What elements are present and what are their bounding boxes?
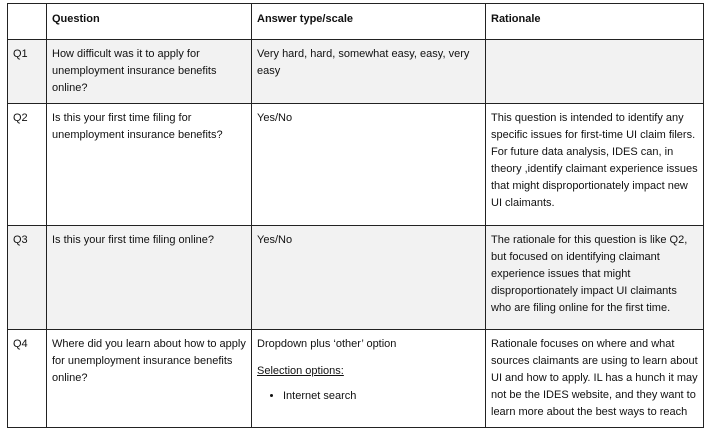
row-question: Where did you learn about how to apply for unemployment insurance benefits online? <box>47 330 252 428</box>
row-answer-cell <box>252 330 486 428</box>
header-answer-type: Answer type/scale <box>252 4 486 40</box>
header-id <box>8 4 47 40</box>
header-rationale: Rationale <box>486 4 704 40</box>
survey-questions-table <box>7 3 704 428</box>
row-answer: Yes/No <box>252 104 486 226</box>
table-row <box>8 226 704 330</box>
row-id: Q3 <box>8 226 47 330</box>
table-row <box>8 330 704 428</box>
row-rationale <box>486 40 704 104</box>
row-question: How difficult was it to apply for unemployment insurance benefits online? <box>47 40 252 104</box>
row-rationale: This question is intended to identify any specific issues for first-time UI claim filers. For future data analysis, IDES can, in theory ,identify claimant experience issues that might disproportionately impact new UI claimants. <box>486 104 704 226</box>
row-id: Q1 <box>8 40 47 104</box>
selection-options-list <box>257 388 480 405</box>
table-row <box>8 40 704 104</box>
row-answer: Yes/No <box>252 226 486 330</box>
table-header-row <box>8 4 704 40</box>
row-id: Q4 <box>8 330 47 428</box>
row-question: Is this your first time filing for unemployment insurance benefits? <box>47 104 252 226</box>
row-rationale: The rationale for this question is like Q2, but focused on identifying claimant experience issues that might disproportionately impact UI claimants who are filing online for the first time. <box>486 226 704 330</box>
header-question: Question <box>47 4 252 40</box>
selection-options-label: Selection options: <box>257 365 344 377</box>
row-answer: Very hard, hard, somewhat easy, easy, very easy <box>252 40 486 104</box>
row-id: Q2 <box>8 104 47 226</box>
table-row <box>8 104 704 226</box>
list-item: • Internet search <box>283 388 480 405</box>
row-answer: Dropdown plus ‘other’ option <box>257 338 397 350</box>
answer-spacer <box>257 353 480 363</box>
row-question: Is this your first time filing online? <box>47 226 252 330</box>
row-rationale: Rationale focuses on where and what sources claimants are using to learn about UI and how to apply. IL has a hunch it may not be the IDES website, and they want to learn more about the best ways to reach <box>486 330 704 428</box>
